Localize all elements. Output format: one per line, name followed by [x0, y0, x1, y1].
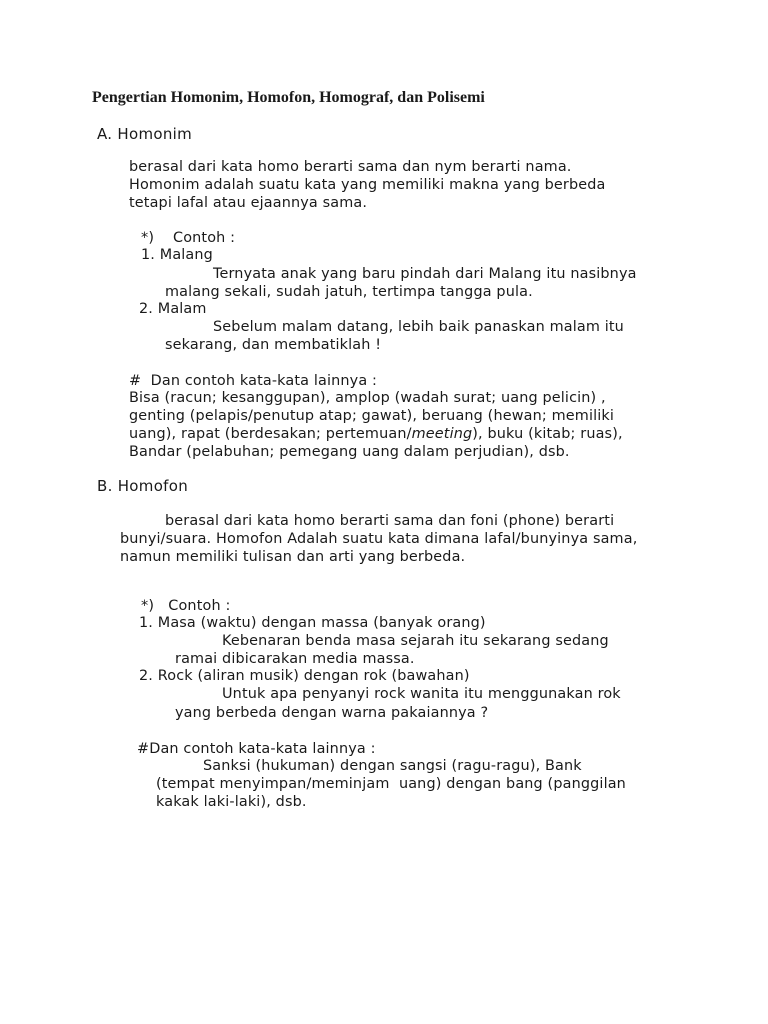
section-a-example-1-word: 1. Malang	[141, 247, 213, 263]
section-b-example-2-sentence-line-1: Untuk apa penyanyi rock wanita itu menggunakan rok	[222, 686, 621, 702]
section-a-example-2-word: 2. Malam	[139, 301, 207, 317]
section-b-example-2-sentence-line-2: yang berbeda dengan warna pakaiannya ?	[175, 705, 489, 721]
section-b-example-1-sentence-line-1: Kebenaran benda masa sejarah itu sekarang sedang	[222, 633, 609, 649]
section-a-more-label: # Dan contoh kata-kata lainnya :	[129, 373, 378, 389]
section-a-definition-line-2: Homonim adalah suatu kata yang memiliki makna yang berbeda	[129, 177, 606, 193]
section-b-definition-line-1: berasal dari kata homo berarti sama dan foni (phone) berarti	[165, 513, 615, 529]
section-b-more-line-1: Sanksi (hukuman) dengan sangsi (ragu-ragu), Bank	[203, 758, 582, 774]
section-a-more-line-4: Bandar (pelabuhan; pemegang uang dalam perjudian), dsb.	[129, 444, 570, 460]
meeting-italic-text: meeting	[411, 426, 473, 442]
section-a-example-1-sentence-line-1: Ternyata anak yang baru pindah dari Malang itu nasibnya	[213, 266, 637, 282]
document-title: Pengertian Homonim, Homofon, Homograf, dan Polisemi	[92, 89, 485, 106]
more-line-3-part-1: uang), rapat (berdesakan; pertemuan/	[129, 426, 412, 442]
section-b-more-label: #Dan contoh kata-kata lainnya :	[137, 741, 376, 757]
section-b-definition-line-2: bunyi/suara. Homofon Adalah suatu kata dimana lafal/bunyinya sama,	[120, 531, 638, 547]
section-a-more-line-1: Bisa (racun; kesanggupan), amplop (wadah surat; uang pelicin) ,	[129, 390, 606, 406]
section-a-definition-line-3: tetapi lafal atau ejaannya sama.	[129, 195, 368, 211]
section-a-contoh-label: *) Contoh :	[141, 230, 236, 246]
section-a-example-1-sentence-line-2: malang sekali, sudah jatuh, tertimpa tangga pula.	[165, 284, 533, 300]
section-a-heading: A. Homonim	[97, 125, 193, 143]
section-a-more-line-3	[129, 425, 623, 443]
section-b-more-line-2: (tempat menyimpan/meminjam uang) dengan bang (panggilan	[156, 776, 626, 792]
section-a-definition-line-1: berasal dari kata homo berarti sama dan nym berarti nama.	[129, 159, 572, 175]
section-b-more-line-3: kakak laki-laki), dsb.	[156, 794, 307, 810]
section-a-more-line-2: genting (pelapis/penutup atap; gawat), beruang (hewan; memiliki	[129, 408, 615, 424]
section-b-example-2-word: 2. Rock (aliran musik) dengan rok (bawahan)	[139, 668, 470, 684]
section-b-example-1-word: 1. Masa (waktu) dengan massa (banyak orang)	[139, 615, 486, 631]
section-b-example-1-sentence-line-2: ramai dibicarakan media massa.	[175, 651, 415, 667]
section-a-example-2-sentence-line-2: sekarang, dan membatiklah !	[165, 337, 382, 353]
more-line-3-part-2: ), buku (kitab; ruas),	[472, 426, 623, 442]
section-a-example-2-sentence-line-1: Sebelum malam datang, lebih baik panaskan malam itu	[213, 319, 624, 335]
section-b-definition-line-3: namun memiliki tulisan dan arti yang berbeda.	[120, 549, 466, 565]
section-b-heading: B. Homofon	[97, 477, 189, 495]
section-b-contoh-label: *) Contoh :	[141, 598, 231, 614]
